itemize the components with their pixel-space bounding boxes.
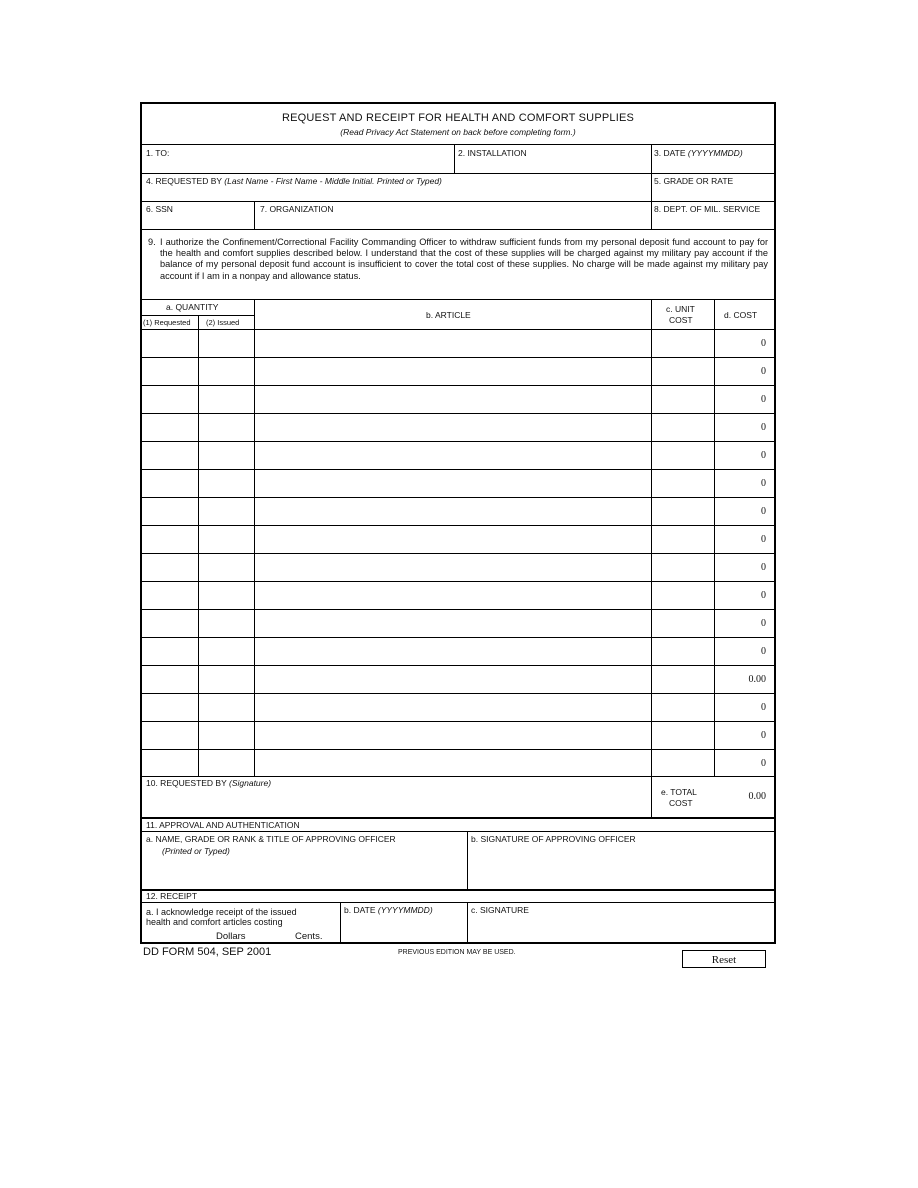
quantity-header: a. QUANTITY [166,302,219,312]
ssn-label: 6. SSN [146,204,173,214]
table-row[interactable] [142,329,774,357]
receipt-date-format: (YYYYMMDD) [377,905,433,915]
approval-header: 11. APPROVAL AND AUTHENTICATION [146,820,300,830]
total-cost-value[interactable]: 0.00 [748,791,766,802]
approving-officer-name-hint: (Printed or Typed) [162,846,230,856]
table-row[interactable] [142,749,774,777]
dept-field[interactable] [654,204,760,214]
table-row[interactable] [142,609,774,637]
row-cost-value[interactable]: 0 [761,478,766,489]
cost-header: d. COST [724,310,758,320]
row-cost-value[interactable]: 0 [761,730,766,741]
dept-label: 8. DEPT. OF MIL. SERVICE [654,204,761,214]
row-cost-value[interactable]: 0 [761,618,766,629]
organization-field[interactable] [260,204,334,214]
table-row[interactable] [142,553,774,581]
total-cost-label-line2: COST [669,798,693,808]
form-id: DD FORM 504, SEP 2001 [143,946,272,958]
table-row[interactable] [142,469,774,497]
table-row[interactable] [142,525,774,553]
reset-button[interactable]: Reset [682,950,766,968]
row-cost-value[interactable]: 0 [761,338,766,349]
ssn-field[interactable] [146,204,173,214]
date-label: 3. DATE [654,148,686,158]
receipt-header: 12. RECEIPT [146,891,198,901]
table-row[interactable] [142,413,774,441]
row-cost-value[interactable]: 0 [761,702,766,713]
table-row[interactable] [142,441,774,469]
requested-by-hint: (Last Name - First Name - Middle Initial. Printed or Typed) [224,176,442,186]
form-subtitle: (Read Privacy Act Statement on back before completing form.) [340,127,576,137]
receipt-ack-line1: a. I acknowledge receipt of the issued [146,907,297,917]
requested-by-field[interactable] [146,176,442,186]
table-row[interactable] [142,637,774,665]
installation-label: 2. INSTALLATION [458,148,527,158]
row-cost-value[interactable]: 0 [761,450,766,461]
signature-hint: (Signature) [229,778,272,788]
table-row[interactable] [142,385,774,413]
signature-label: 10. REQUESTED BY [146,778,227,788]
row-cost-value[interactable]: 0 [761,590,766,601]
cents-label: Cents. [295,931,323,942]
health-comfort-supplies-form [140,102,776,944]
date-format-hint: (YYYYMMDD) [687,148,743,158]
row-cost-value[interactable]: 0 [761,422,766,433]
article-header: b. ARTICLE [426,310,471,320]
approving-officer-signature-field[interactable] [471,834,636,844]
receipt-signature-label: c. SIGNATURE [471,905,529,915]
receipt-signature-field[interactable] [471,905,529,915]
approving-officer-name-label: a. NAME, GRADE OR RANK & TITLE OF APPROVING OFFICER [146,834,396,844]
row-cost-value[interactable]: 0.00 [748,674,766,685]
approving-officer-signature-label: b. SIGNATURE OF APPROVING OFFICER [471,834,636,844]
row-cost-value[interactable]: 0 [761,394,766,405]
row-cost-value[interactable]: 0 [761,758,766,769]
row-cost-value[interactable]: 0 [761,366,766,377]
table-row[interactable] [142,721,774,749]
unit-cost-header-line2: COST [669,315,693,325]
row-cost-value[interactable]: 0 [761,562,766,573]
requested-by-label: 4. REQUESTED BY [146,176,222,186]
row-cost-value[interactable]: 0 [761,646,766,657]
receipt-date-field[interactable] [344,905,433,915]
date-field[interactable] [654,148,743,158]
table-row[interactable] [142,665,774,693]
row-cost-value[interactable]: 0 [761,534,766,545]
form-title: REQUEST AND RECEIPT FOR HEALTH AND COMFORT SUPPLIES [281,112,635,124]
requested-header: (1) Requested [143,318,191,327]
unit-cost-header-line1: c. UNIT [666,304,695,314]
grade-field[interactable] [654,176,733,186]
table-row[interactable] [142,357,774,385]
authorization-text: I authorize the Confinement/Correctional Facility Commanding Officer to withdraw sufficient funds from my personal deposit fund account to pay for the health and comfort supplies described below. I understand that the cost of these supplies will be charged against my military pay account if the balance of my personal deposit fund account is insufficient to cover the total cost of these supplies. No charge will be made against my military pay account if I am in a nonpay and allowance status. [160,237,768,281]
issued-header: (2) Issued [206,318,240,327]
organization-label: 7. ORGANIZATION [260,204,334,214]
table-row[interactable] [142,497,774,525]
authorization-number: 9. [148,237,156,247]
receipt-date-label: b. DATE [344,905,376,915]
total-cost-label-line1: e. TOTAL [661,787,697,797]
dollars-label: Dollars [216,931,246,942]
grade-label: 5. GRADE OR RATE [654,176,734,186]
table-row[interactable] [142,693,774,721]
receipt-ack-line2: health and comfort articles costing [146,917,283,927]
requested-by-signature-field[interactable] [146,778,271,788]
approving-officer-name-field[interactable] [146,834,396,844]
table-row[interactable] [142,581,774,609]
to-field[interactable] [146,148,169,158]
installation-field[interactable] [458,148,527,158]
edition-note: PREVIOUS EDITION MAY BE USED. [398,949,516,956]
authorization-statement [148,237,768,282]
to-label: 1. TO: [146,148,170,158]
row-cost-value[interactable]: 0 [761,506,766,517]
